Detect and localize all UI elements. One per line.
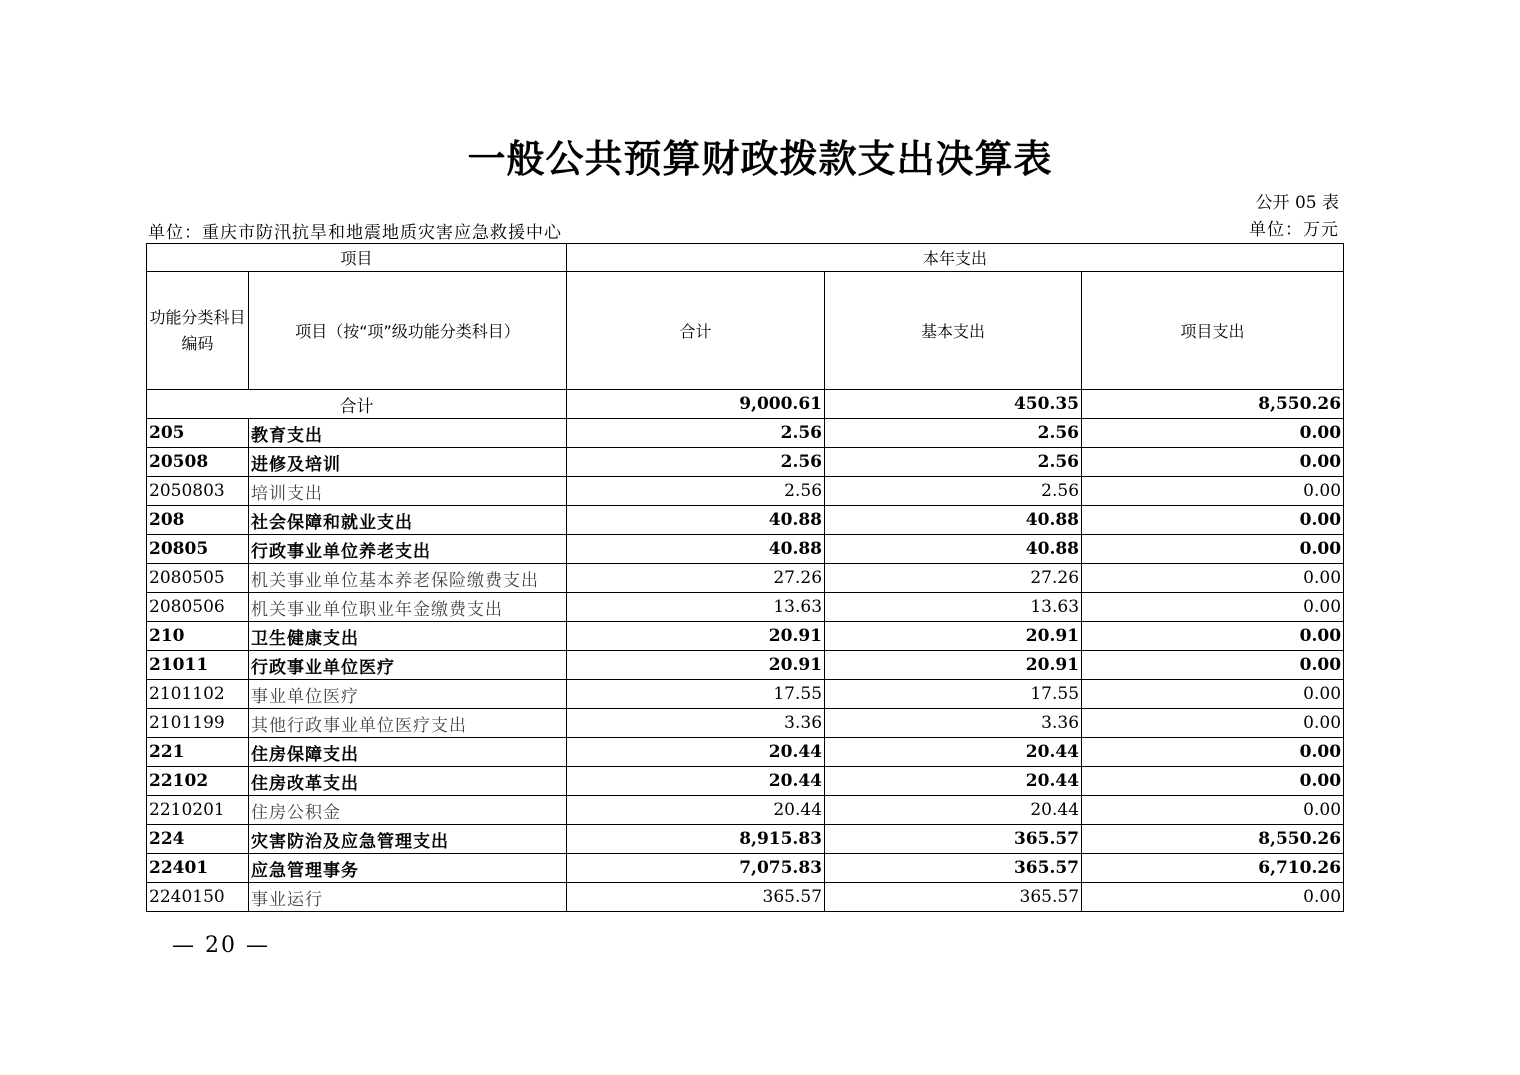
row-basic: 3.36 bbox=[825, 709, 1082, 738]
row-project: 0.00 bbox=[1082, 506, 1344, 535]
row-name: 应急管理事务 bbox=[249, 854, 567, 883]
row-basic: 365.57 bbox=[825, 883, 1082, 912]
table-row bbox=[147, 622, 1344, 651]
header-row-columns bbox=[147, 272, 1344, 390]
table-row bbox=[147, 535, 1344, 564]
row-basic: 2.56 bbox=[825, 477, 1082, 506]
table-row bbox=[147, 709, 1344, 738]
row-total: 365.57 bbox=[567, 883, 825, 912]
row-total: 20.44 bbox=[567, 796, 825, 825]
table-row bbox=[147, 477, 1344, 506]
row-code: 2080505 bbox=[147, 564, 249, 593]
row-project: 0.00 bbox=[1082, 767, 1344, 796]
row-basic: 40.88 bbox=[825, 506, 1082, 535]
row-code: 21011 bbox=[147, 651, 249, 680]
summary-basic: 450.35 bbox=[825, 390, 1082, 419]
row-name: 事业运行 bbox=[249, 883, 567, 912]
row-project: 0.00 bbox=[1082, 738, 1344, 767]
row-basic: 17.55 bbox=[825, 680, 1082, 709]
row-code: 2210201 bbox=[147, 796, 249, 825]
table-row bbox=[147, 883, 1344, 912]
row-code: 20805 bbox=[147, 535, 249, 564]
row-name: 教育支出 bbox=[249, 419, 567, 448]
row-total: 20.44 bbox=[567, 738, 825, 767]
row-project: 0.00 bbox=[1082, 796, 1344, 825]
row-code: 205 bbox=[147, 419, 249, 448]
summary-row bbox=[147, 390, 1344, 419]
row-project: 0.00 bbox=[1082, 448, 1344, 477]
row-total: 27.26 bbox=[567, 564, 825, 593]
table-row bbox=[147, 564, 1344, 593]
row-project: 0.00 bbox=[1082, 477, 1344, 506]
row-name: 机关事业单位职业年金缴费支出 bbox=[249, 593, 567, 622]
row-code: 2050803 bbox=[147, 477, 249, 506]
table-row bbox=[147, 419, 1344, 448]
table-row bbox=[147, 767, 1344, 796]
row-basic: 13.63 bbox=[825, 593, 1082, 622]
header-code: 功能分类科目编码 bbox=[147, 272, 249, 390]
row-basic: 20.44 bbox=[825, 767, 1082, 796]
row-name: 其他行政事业单位医疗支出 bbox=[249, 709, 567, 738]
table-row bbox=[147, 651, 1344, 680]
row-name: 灾害防治及应急管理支出 bbox=[249, 825, 567, 854]
summary-total: 9,000.61 bbox=[567, 390, 825, 419]
row-project: 8,550.26 bbox=[1082, 825, 1344, 854]
row-project: 0.00 bbox=[1082, 419, 1344, 448]
row-basic: 20.91 bbox=[825, 651, 1082, 680]
table-row bbox=[147, 825, 1344, 854]
row-code: 2101102 bbox=[147, 680, 249, 709]
row-name: 培训支出 bbox=[249, 477, 567, 506]
row-name: 住房保障支出 bbox=[249, 738, 567, 767]
row-code: 224 bbox=[147, 825, 249, 854]
row-basic: 20.91 bbox=[825, 622, 1082, 651]
table-row bbox=[147, 680, 1344, 709]
row-project: 6,710.26 bbox=[1082, 854, 1344, 883]
row-total: 7,075.83 bbox=[567, 854, 825, 883]
table-row bbox=[147, 593, 1344, 622]
header-name: 项目（按“项”级功能分类科目） bbox=[249, 272, 567, 390]
table-row bbox=[147, 854, 1344, 883]
row-project: 0.00 bbox=[1082, 564, 1344, 593]
currency-unit: 单位：万元 bbox=[1249, 220, 1339, 240]
row-basic: 365.57 bbox=[825, 854, 1082, 883]
row-total: 20.91 bbox=[567, 651, 825, 680]
summary-project: 8,550.26 bbox=[1082, 390, 1344, 419]
row-basic: 2.56 bbox=[825, 419, 1082, 448]
row-name: 机关事业单位基本养老保险缴费支出 bbox=[249, 564, 567, 593]
row-project: 0.00 bbox=[1082, 709, 1344, 738]
row-basic: 20.44 bbox=[825, 738, 1082, 767]
row-total: 2.56 bbox=[567, 477, 825, 506]
form-number: 公开 05 表 bbox=[1255, 193, 1339, 213]
row-basic: 365.57 bbox=[825, 825, 1082, 854]
row-project: 0.00 bbox=[1082, 622, 1344, 651]
row-name: 卫生健康支出 bbox=[249, 622, 567, 651]
page-number: — 20 — bbox=[172, 933, 270, 958]
row-total: 3.36 bbox=[567, 709, 825, 738]
row-basic: 2.56 bbox=[825, 448, 1082, 477]
reporting-unit: 单位：重庆市防汛抗旱和地震地质灾害应急救援中心 bbox=[148, 223, 562, 243]
table-row bbox=[147, 448, 1344, 477]
row-total: 40.88 bbox=[567, 506, 825, 535]
row-name: 住房改革支出 bbox=[249, 767, 567, 796]
expenditure-table bbox=[146, 243, 1344, 912]
header-current-year: 本年支出 bbox=[567, 244, 1344, 272]
summary-label: 合计 bbox=[147, 390, 567, 419]
row-basic: 20.44 bbox=[825, 796, 1082, 825]
row-project: 0.00 bbox=[1082, 593, 1344, 622]
row-total: 20.44 bbox=[567, 767, 825, 796]
row-total: 17.55 bbox=[567, 680, 825, 709]
row-name: 进修及培训 bbox=[249, 448, 567, 477]
row-total: 13.63 bbox=[567, 593, 825, 622]
row-code: 22102 bbox=[147, 767, 249, 796]
row-code: 2101199 bbox=[147, 709, 249, 738]
row-name: 行政事业单位养老支出 bbox=[249, 535, 567, 564]
row-total: 40.88 bbox=[567, 535, 825, 564]
row-code: 2080506 bbox=[147, 593, 249, 622]
row-code: 221 bbox=[147, 738, 249, 767]
row-project: 0.00 bbox=[1082, 651, 1344, 680]
table-row bbox=[147, 506, 1344, 535]
table-row bbox=[147, 796, 1344, 825]
row-code: 22401 bbox=[147, 854, 249, 883]
header-row-top bbox=[147, 244, 1344, 272]
header-total: 合计 bbox=[567, 272, 825, 390]
header-basic: 基本支出 bbox=[825, 272, 1082, 390]
document-title: 一般公共预算财政拨款支出决算表 bbox=[467, 136, 1053, 181]
row-name: 社会保障和就业支出 bbox=[249, 506, 567, 535]
header-item: 项目 bbox=[147, 244, 567, 272]
row-basic: 40.88 bbox=[825, 535, 1082, 564]
row-total: 2.56 bbox=[567, 448, 825, 477]
row-total: 20.91 bbox=[567, 622, 825, 651]
row-code: 2240150 bbox=[147, 883, 249, 912]
row-code: 20508 bbox=[147, 448, 249, 477]
row-name: 行政事业单位医疗 bbox=[249, 651, 567, 680]
row-total: 8,915.83 bbox=[567, 825, 825, 854]
row-project: 0.00 bbox=[1082, 680, 1344, 709]
header-project: 项目支出 bbox=[1082, 272, 1344, 390]
row-total: 2.56 bbox=[567, 419, 825, 448]
row-name: 事业单位医疗 bbox=[249, 680, 567, 709]
row-project: 0.00 bbox=[1082, 535, 1344, 564]
row-code: 210 bbox=[147, 622, 249, 651]
table-row bbox=[147, 738, 1344, 767]
row-code: 208 bbox=[147, 506, 249, 535]
row-basic: 27.26 bbox=[825, 564, 1082, 593]
row-name: 住房公积金 bbox=[249, 796, 567, 825]
row-project: 0.00 bbox=[1082, 883, 1344, 912]
